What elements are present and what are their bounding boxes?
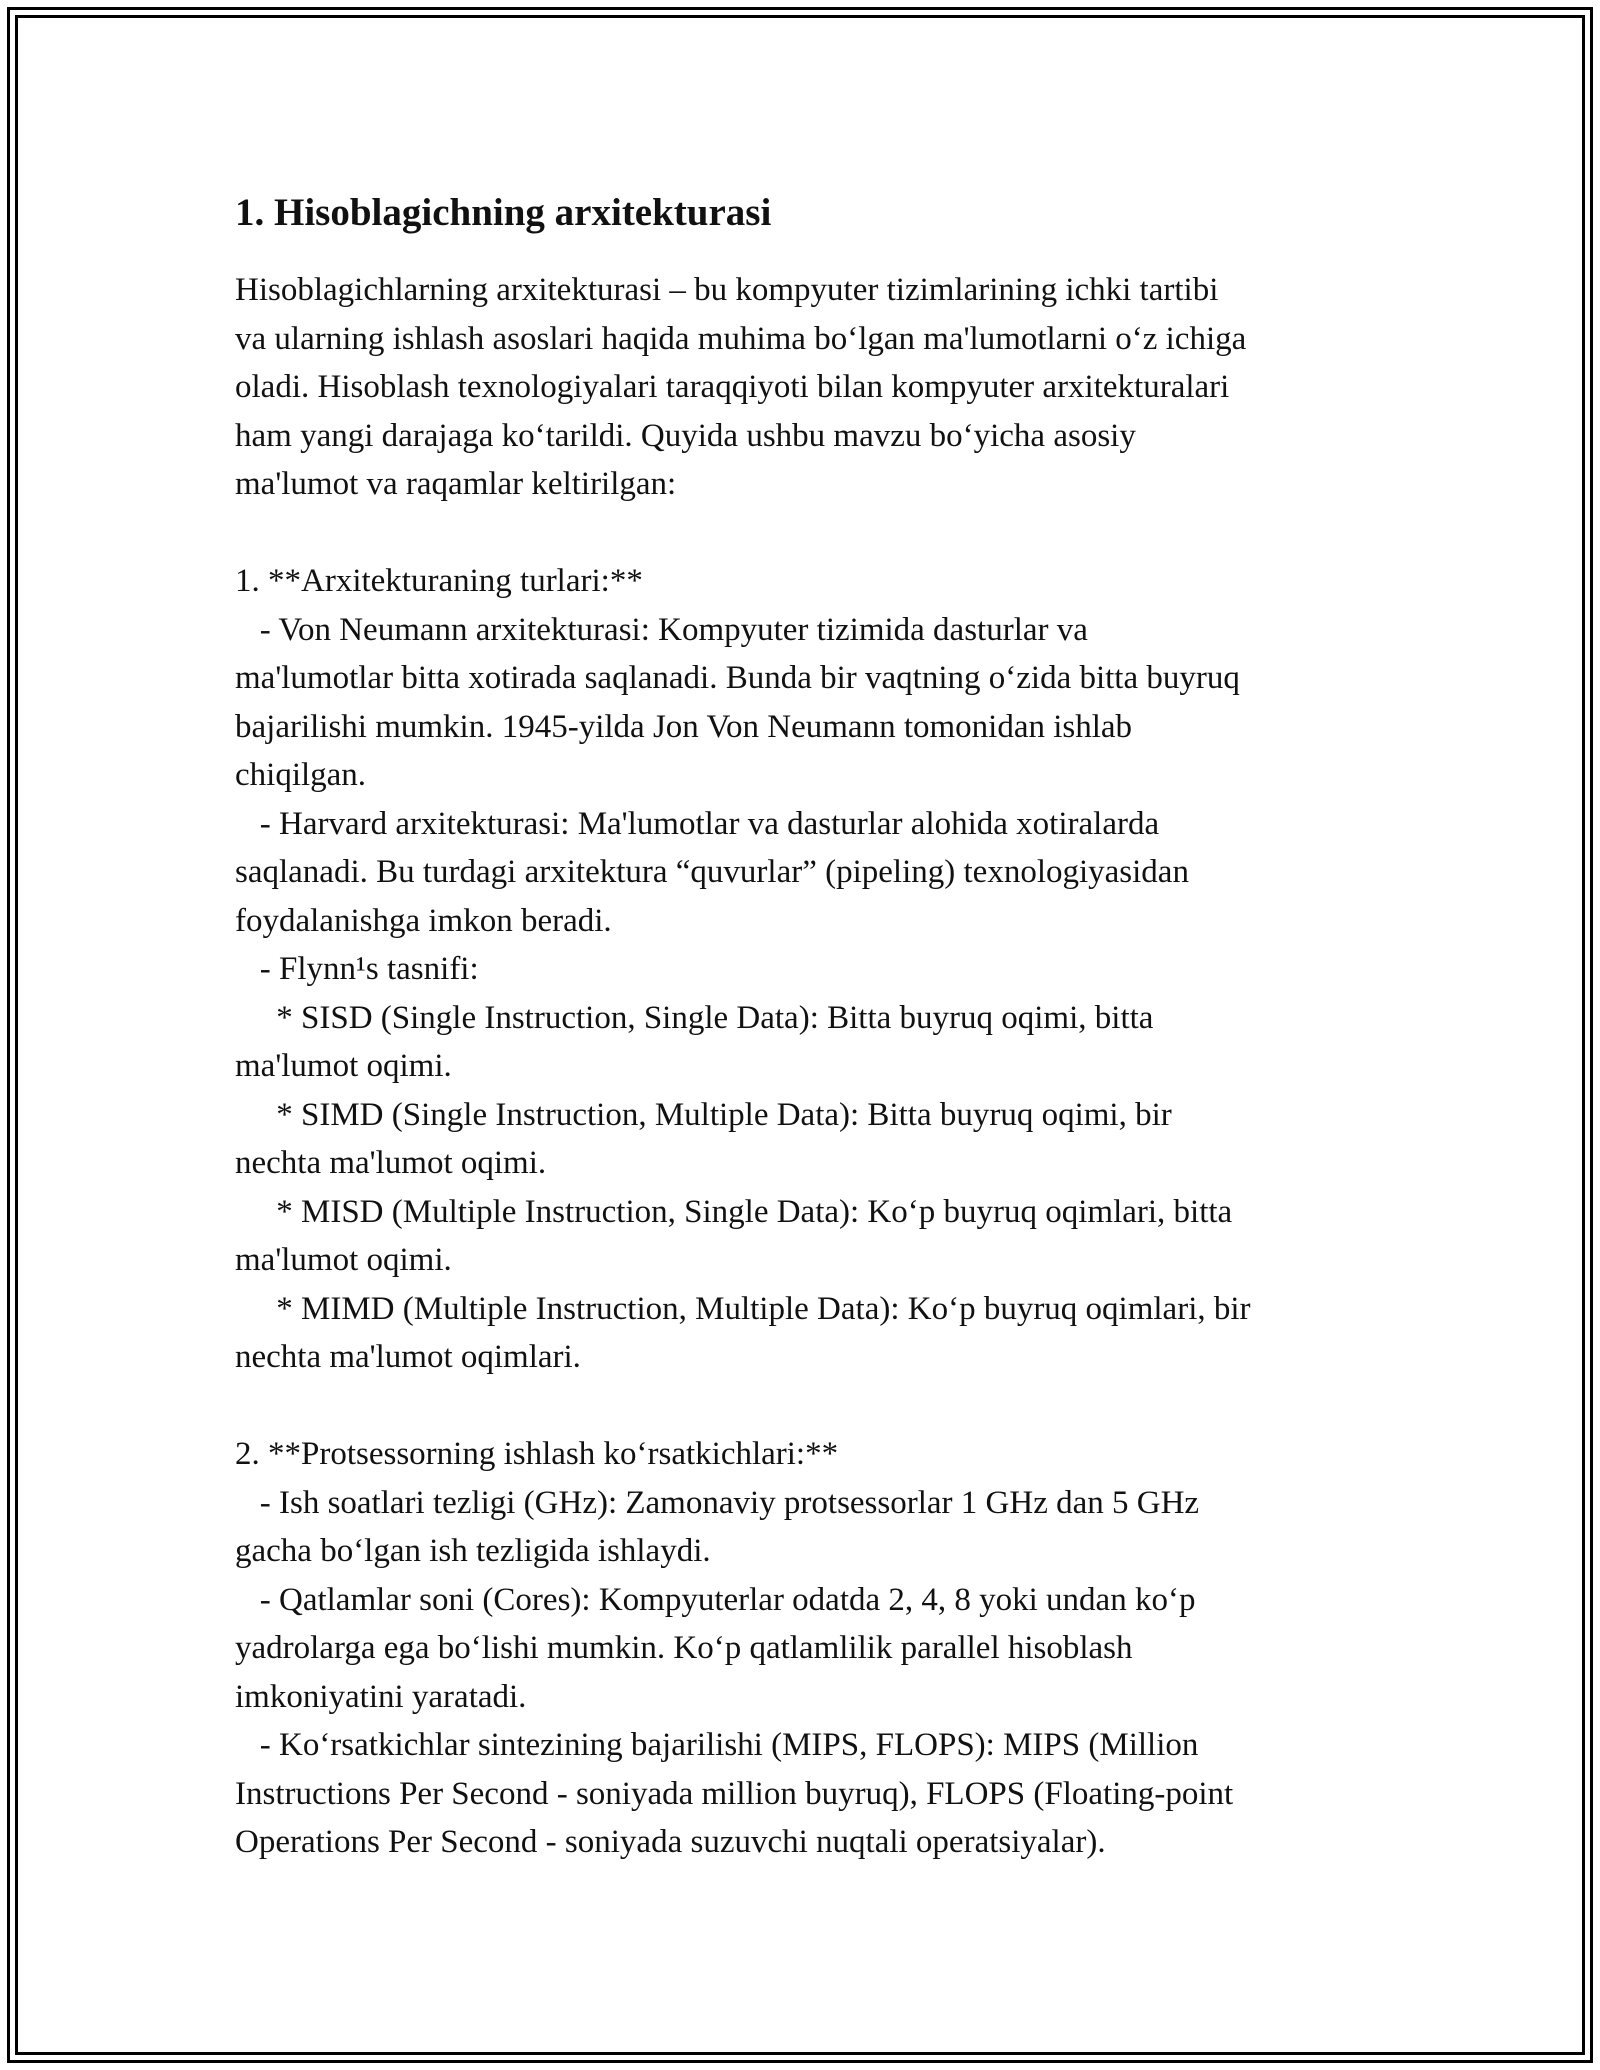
spacer [235, 1382, 1375, 1431]
text-line: chiqilgan. [235, 757, 367, 793]
text-line: ma'lumot va raqamlar keltirilgan: [235, 466, 677, 502]
text-line: * MISD (Multiple Instruction, Single Data): Ko‘p buyruq oqimlari, bitta [235, 1193, 1233, 1230]
section-architecture-types [235, 557, 1375, 1382]
section-processor-metrics [235, 1430, 1375, 1867]
text-line: ham yangi darajaga ko‘tarildi. Quyida ushbu mavzu bo‘yicha asosiy [235, 417, 1136, 454]
text-line: Hisoblagichlarning arxitekturasi – bu kompyuter tizimlarining ichki tartibi [235, 272, 1219, 308]
text-line: oladi. Hisoblash texnologiyalari taraqqiyoti bilan kompyuter arxitekturalari [235, 369, 1230, 405]
text-line: ma'lumotlar bitta xotirada saqlanadi. Bunda bir vaqtning o‘zida bitta buyruq [235, 660, 1240, 696]
text-line: - Qatlamlar soni (Cores): Kompyuterlar odatda 2, 4, 8 yoki undan ko‘p [235, 1581, 1196, 1618]
document-body [235, 188, 1375, 1867]
text-line: saqlanadi. Bu turdagi arxitektura “quvurlar” (pipeling) texnologiyasidan [235, 854, 1189, 890]
spacer [235, 509, 1375, 558]
text-line: Instructions Per Second - soniyada million buyruq), FLOPS (Floating-point [235, 1775, 1234, 1812]
text-line: * SIMD (Single Instruction, Multiple Data): Bitta buyruq oqimi, bir [235, 1096, 1172, 1133]
text-line: - Ish soatlari tezligi (GHz): Zamonaviy protsessorlar 1 GHz dan 5 GHz [235, 1484, 1200, 1521]
text-line: bajarilishi mumkin. 1945-yilda Jon Von Neumann tomonidan ishlab [235, 708, 1133, 745]
text-line: - Flynn¹s tasnifi: [235, 951, 479, 987]
text-line: ma'lumot oqimi. [235, 1242, 452, 1278]
text-line: yadrolarga ega bo‘lishi mumkin. Ko‘p qatlamlilik parallel hisoblash [235, 1630, 1133, 1666]
text-line: foydalanishga imkon beradi. [235, 902, 612, 939]
section-heading: 2. **Protsessorning ishlash ko‘rsatkichlari:** [235, 1436, 839, 1472]
text-line: nechta ma'lumot oqimi. [235, 1145, 547, 1181]
text-line: gacha bo‘lgan ish tezligida ishlaydi. [235, 1533, 711, 1569]
section-heading: 1. **Arxitekturaning turlari:** [235, 563, 643, 599]
text-line: - Harvard arxitekturasi: Ma'lumotlar va dasturlar alohida xotiralarda [235, 805, 1160, 842]
text-line: Operations Per Second - soniyada suzuvchi nuqtali operatsiyalar). [235, 1824, 1106, 1860]
text-line: * MIMD (Multiple Instruction, Multiple Data): Ko‘p buyruq oqimlari, bir [235, 1290, 1251, 1327]
text-line: - Ko‘rsatkichlar sintezining bajarilishi (MIPS, FLOPS): MIPS (Million [235, 1727, 1199, 1763]
text-line: nechta ma'lumot oqimlari. [235, 1339, 581, 1375]
text-line: imkoniyatini yaratadi. [235, 1678, 527, 1715]
text-line: va ularning ishlash asoslari haqida muhima bo‘lgan ma'lumotlarni o‘z ichiga [235, 320, 1247, 357]
text-line: - Von Neumann arxitekturasi: Kompyuter tizimida dasturlar va [235, 611, 1088, 648]
text-line: ma'lumot oqimi. [235, 1048, 452, 1084]
text-line: * SISD (Single Instruction, Single Data): Bitta buyruq oqimi, bitta [235, 999, 1154, 1036]
intro-paragraph [235, 266, 1375, 509]
page-title: 1. Hisoblagichning arxitekturasi [235, 191, 772, 234]
